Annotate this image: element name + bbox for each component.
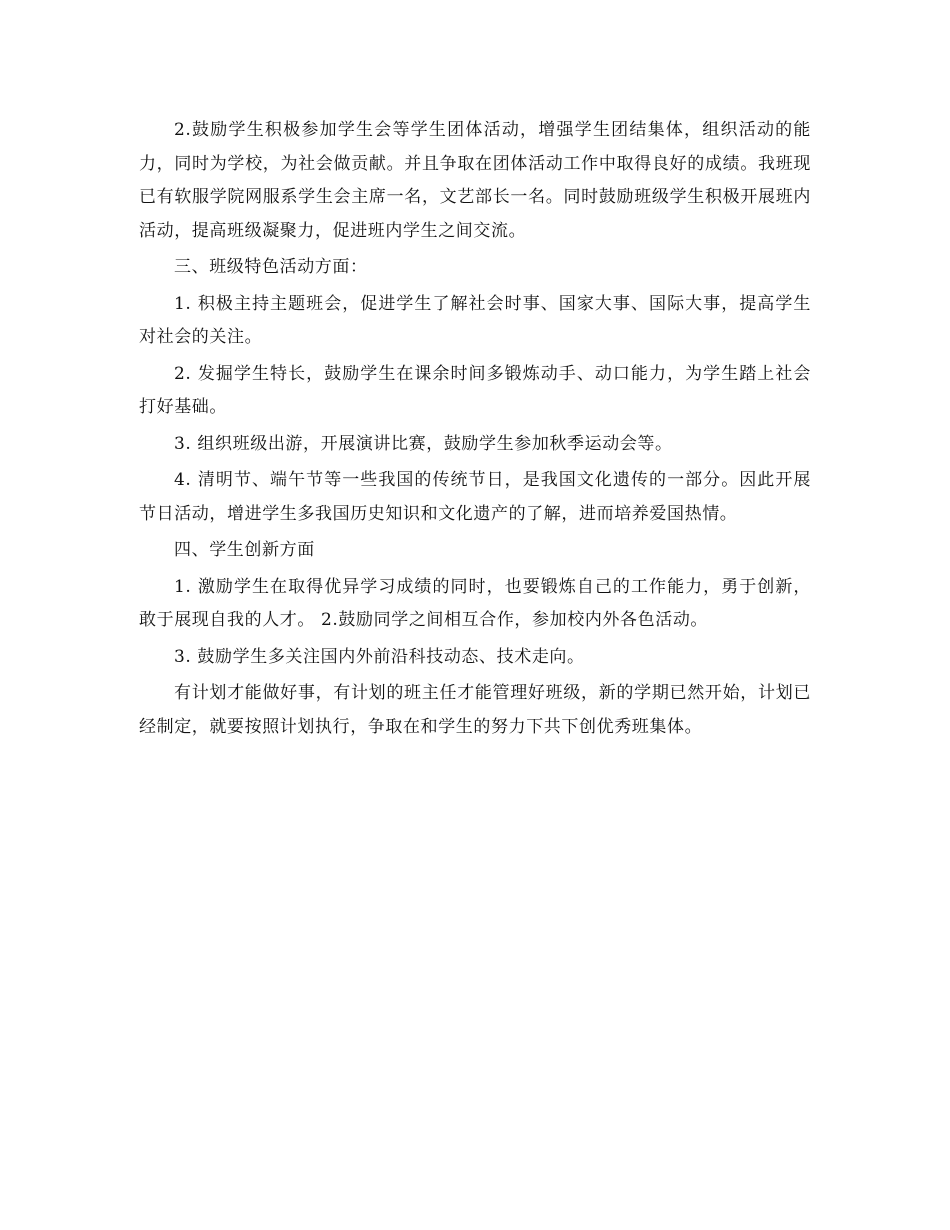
document-body — [139, 114, 811, 747]
paragraph-class-outing: 3. 组织班级出游，开展演讲比赛，鼓励学生参加秋季运动会等。 — [174, 433, 673, 454]
paragraph-technology-trends: 3. 鼓励学生多关注国内外前沿科技动态、技术走向。 — [174, 646, 585, 667]
paragraph-encourage-innovation: 1. 激励学生在取得优异学习成绩的同时，也要锻炼自己的工作能力，勇于创新，敢于展现自我的人才。 2.鼓励同学之间相互合作，参加校内外各色活动。 — [139, 576, 811, 630]
paragraph-traditional-festivals: 4. 清明节、端午节等一些我国的传统节日，是我国文化遗传的一部分。因此开展节日活动，增进学生多我国历史知识和文化遗产的了解，进而培养爱国热情。 — [139, 470, 811, 524]
paragraph-conclusion: 有计划才能做好事，有计划的班主任才能管理好班级，新的学期已然开始，计划已经制定，就要按照计划执行，争取在和学生的努力下共下创优秀班集体。 — [139, 683, 811, 737]
paragraph-discover-talents: 2. 发掘学生特长，鼓励学生在课余时间多锻炼动手、动口能力，为学生踏上社会打好基础。 — [139, 363, 811, 417]
heading-student-innovation: 四、学生创新方面 — [174, 540, 315, 560]
paragraph-encourage-student-union: 2.鼓励学生积极参加学生会等学生团体活动，增强学生团结集体，组织活动的能力，同时为学校，为社会做贡献。并且争取在团体活动工作中取得良好的成绩。我班现已有软服学院网服系学生会主席一名，文艺部长一名。同时鼓励班级学生积极开展班内活动，提高班级凝聚力，促进班内学生之间交流。 — [139, 120, 811, 241]
heading-class-feature-activities: 三、班级特色活动方面： — [174, 257, 368, 277]
paragraph-theme-class-meeting: 1. 积极主持主题班会，促进学生了解社会时事、国家大事、国际大事，提高学生对社会的关注。 — [139, 293, 811, 347]
